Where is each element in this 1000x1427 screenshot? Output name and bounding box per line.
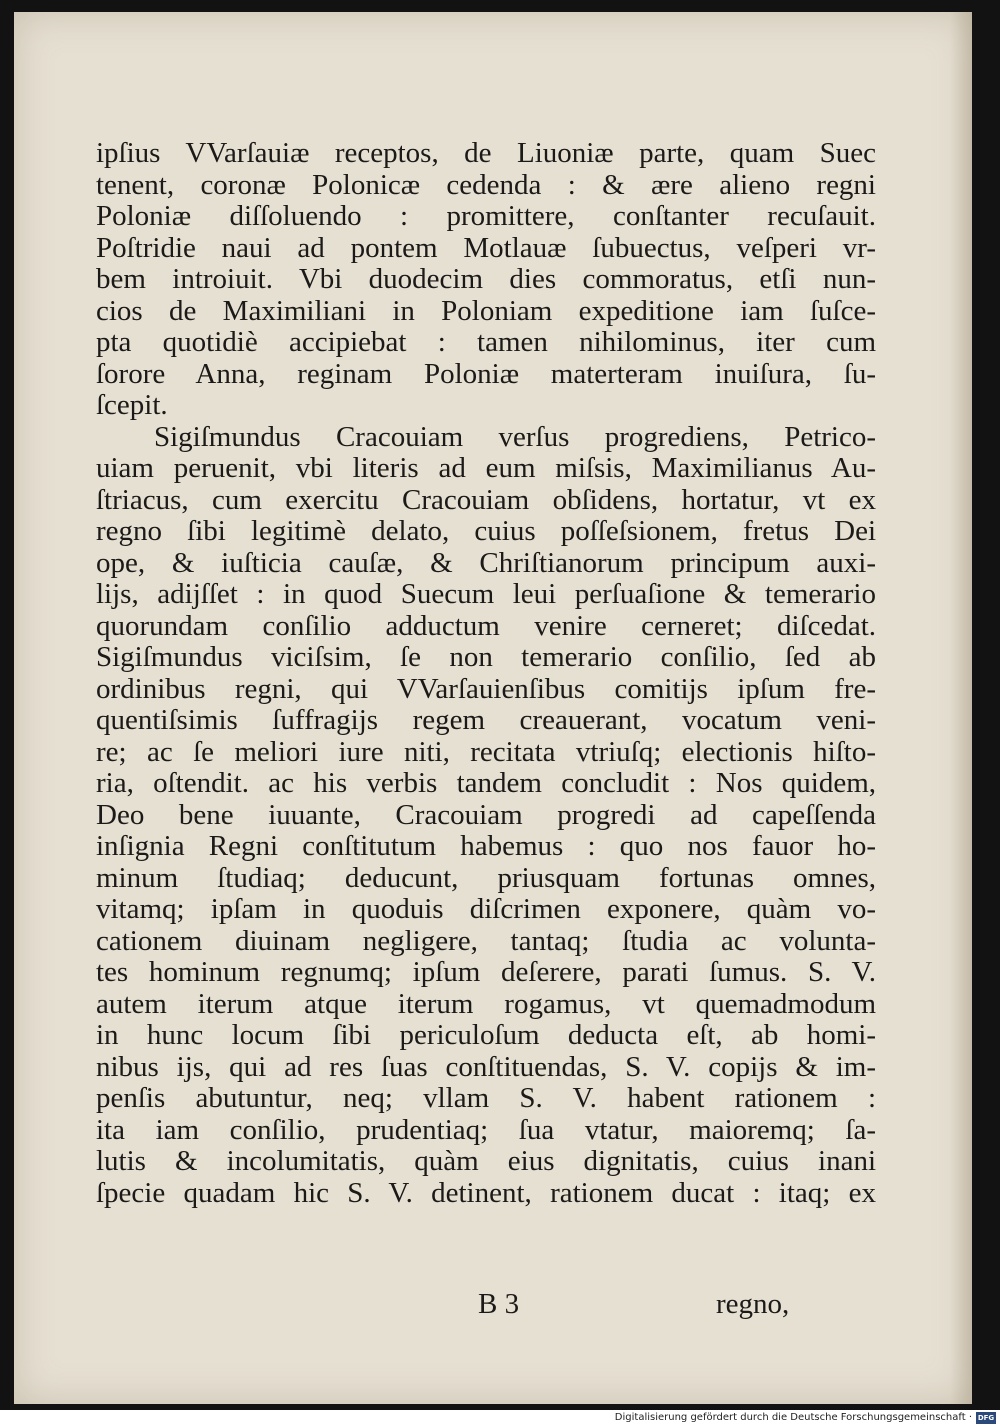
text-line: re; ac ſe meliori iure niti, recitata vtriuſq; electionis hiſto- [96, 735, 876, 768]
text-line: in hunc locum ſibi periculoſum deducta eſt, ab homi- [96, 1019, 876, 1051]
text-line: Poloniæ diſſoluendo : promittere, conſtanter recuſauit. [96, 200, 876, 232]
text-line: lutis & incolumitatis, quàm eius dignitatis, cuius inani [96, 1145, 876, 1177]
text-line: ſpecie quadam hic S. V. detinent, rationem ducat : itaq; ex [96, 1176, 876, 1209]
page-text-block [96, 138, 876, 1209]
text-line: ipſius VVarſauiæ receptos, de Liuoniæ parte, quam Suec [96, 137, 876, 169]
text-line: cios de Maximiliani in Poloniam expeditione iam ſuſce- [96, 294, 876, 327]
text-line: ria, oſtendit. ac his verbis tandem concludit : Nos quidem, [96, 767, 876, 799]
text-line: inſignia Regni conſtitutum habemus : quo nos fauor ho- [96, 830, 876, 862]
text-line: Poſtridie naui ad pontem Motlauæ ſubuectus, veſperi vr- [96, 231, 876, 264]
text-line: ordinibus regni, qui VVarſauienſibus comitijs ipſum fre- [96, 672, 876, 705]
text-line: lijs, adijſſet : in quod Suecum leui perſuaſione & temerario [96, 578, 876, 610]
text-line: ſorore Anna, reginam Poloniæ materteram inuiſura, ſu- [96, 357, 876, 390]
text-line: bem introiuit. Vbi duodecim dies commoratus, etſi nun- [96, 263, 876, 295]
text-line: regno ſibi legitimè delato, cuius poſſeſsionem, fretus Dei [96, 515, 876, 547]
text-line: minum ſtudiaq; deducunt, priusquam fortunas omnes, [96, 861, 876, 894]
text-line: quentiſsimis ſuffragijs regem creauerant, vocatum veni- [96, 704, 876, 736]
text-line: penſis abutuntur, neq; vllam S. V. habent rationem : [96, 1082, 876, 1114]
paragraph-start-line: Sigiſmundus Cracouiam verſus progrediens, Petrico- [154, 420, 876, 453]
text-line: tenent, coronæ Polonicæ cedenda : & ære alieno regni [96, 168, 876, 201]
text-line: tes hominum regnumq; ipſum deſerere, parati ſumus. S. V. [96, 956, 876, 988]
dfg-logo-icon[interactable]: DFG [977, 1414, 995, 1422]
text-line: ope, & iuſticia cauſæ, & Chriſtianorum principum auxi- [96, 546, 876, 579]
signature-mark: B 3 [478, 1288, 520, 1320]
text-line: cationem diuinam negligere, tantaq; ſtudia ac volunta- [96, 924, 876, 957]
text-line: uiam peruenit, vbi literis ad eum miſsis, Maximilianus Au- [96, 452, 876, 484]
text-line: ſtriacus, cum exercitu Cracouiam obſidens, hortatur, vt ex [96, 483, 876, 516]
text-line: Sigiſmundus viciſsim, ſe non temerario conſilio, ſed ab [96, 641, 876, 673]
text-line: ſcepit. [96, 389, 168, 421]
catchword: regno, [716, 1288, 790, 1320]
text-line: vitamq; ipſam in quoduis diſcrimen exponere, quàm vo- [96, 893, 876, 925]
text-line: nibus ijs, qui ad res ſuas conſtituendas, S. V. copijs & im- [96, 1050, 876, 1083]
text-line: pta quotidiè accipiebat : tamen nihilominus, iter cum [96, 326, 876, 358]
text-line: autem iterum atque iterum rogamus, vt quemadmodum [96, 987, 876, 1020]
text-line: quorundam conſilio adductum venire cerneret; diſcedat. [96, 609, 876, 642]
funding-credit-text: Digitalisierung gefördert durch die Deutsche Forschungsgemeinschaft · [614, 1412, 972, 1423]
text-line: ita iam conſilio, prudentiaq; ſua vtatur, maioremq; ſa- [96, 1113, 876, 1146]
text-line: Deo bene iuuante, Cracouiam progredi ad capeſſenda [96, 798, 876, 831]
page-edge-shadow [950, 12, 972, 1404]
